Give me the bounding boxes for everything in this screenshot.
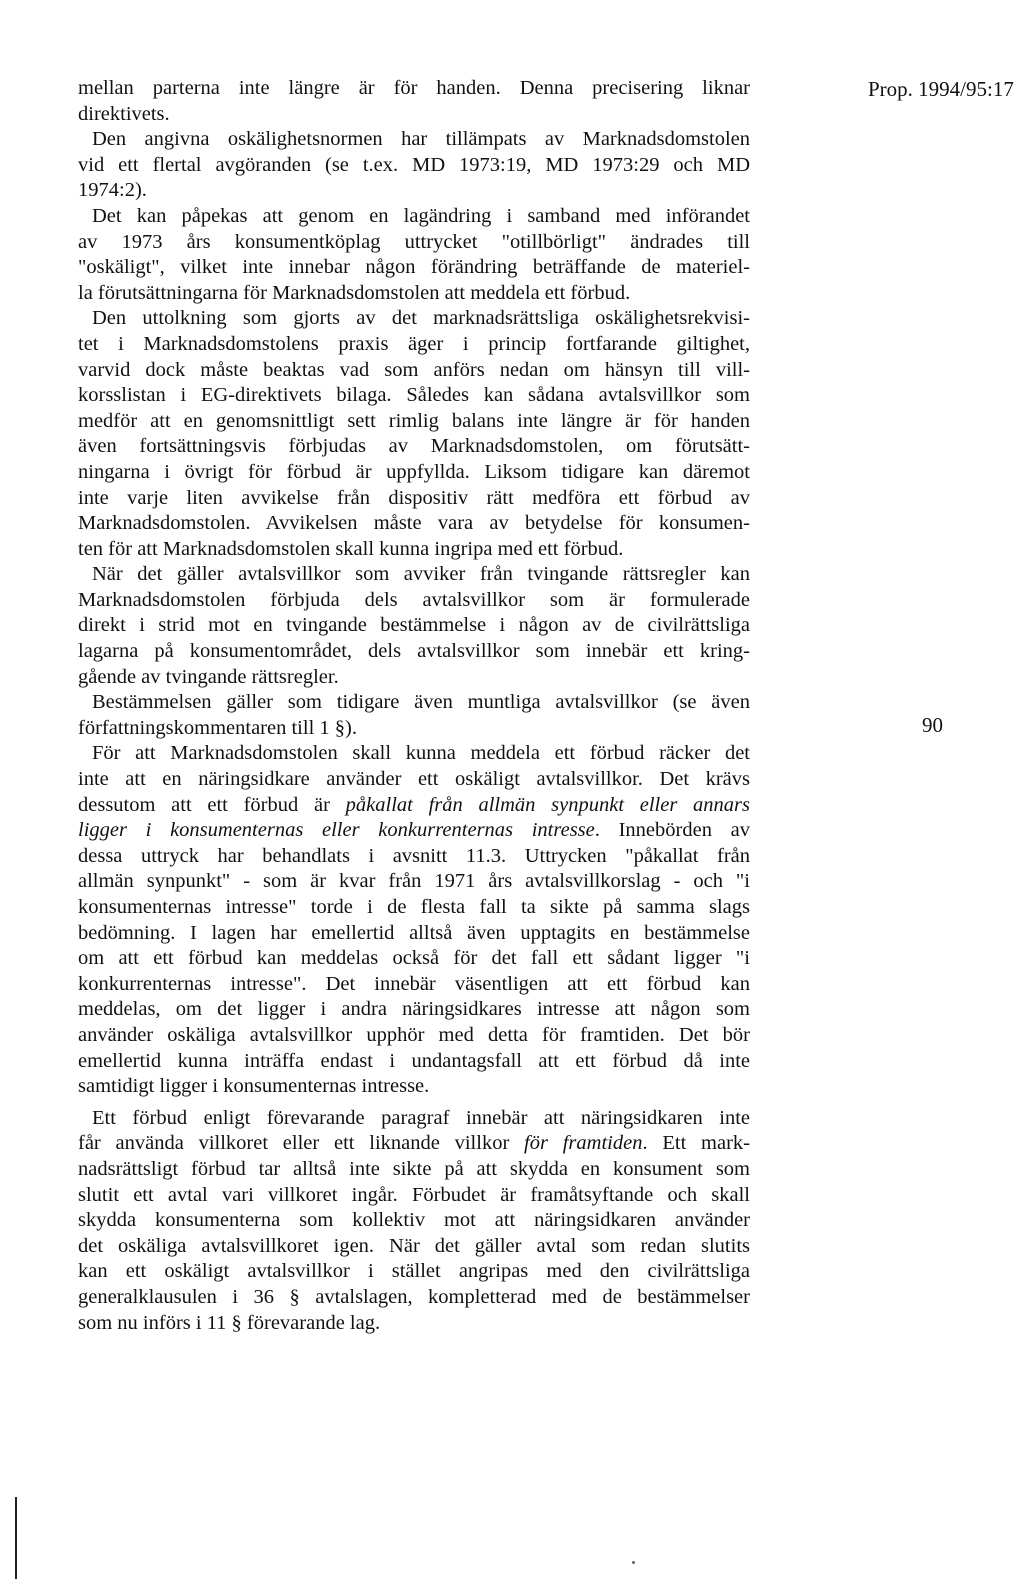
text-line: direktivets. bbox=[78, 102, 170, 125]
text-run: får använda villkoret eller ett liknande villkor bbox=[78, 1132, 525, 1155]
margin-rule bbox=[15, 1497, 17, 1579]
text-line: För att Marknadsdomstolen skall kunna meddela ett förbud räcker det bbox=[92, 742, 750, 765]
text-line: lagarna på konsumentområdet, dels avtalsvillkor som innebär ett kring- bbox=[78, 640, 750, 663]
text-line: använder oskäliga avtalsvillkor upphör med detta för framtiden. Det bör bbox=[78, 1023, 750, 1046]
text-line: som nu införs i 11 § förevarande lag. bbox=[78, 1311, 381, 1334]
text-line: om att ett förbud kan meddelas också för det fall ett sådant ligger "i bbox=[78, 947, 750, 970]
text-line: direkt i strid mot en tvingande bestämmelse i någon av de civilrättsliga bbox=[78, 614, 750, 637]
text-line: av 1973 års konsumentköplag uttrycket "otillbörligt" ändrades till bbox=[78, 230, 750, 253]
text-line bbox=[78, 1131, 750, 1157]
text-line: Marknadsdomstolen förbjuda dels avtalsvillkor som är formulerade bbox=[78, 588, 750, 611]
text-line: det oskäliga avtalsvillkoret igen. När det gäller avtal som redan slutits bbox=[78, 1234, 750, 1257]
text-line: Marknadsdomstolen. Avvikelsen måste vara av betydelse för konsumen- bbox=[78, 512, 750, 535]
text-line: tet i Marknadsdomstolens praxis äger i princip fortfarande giltighet, bbox=[78, 332, 750, 355]
emphasis-text: påkallat från allmän synpunkt eller annars bbox=[345, 793, 750, 816]
paragraph-3 bbox=[78, 204, 750, 306]
text-line bbox=[78, 818, 750, 844]
text-line: vid ett flertal avgöranden (se t.ex. MD 1973:19, MD 1973:29 och MD bbox=[78, 153, 750, 176]
text-line: Bestämmelsen gäller som tidigare även muntliga avtalsvillkor (se även bbox=[92, 691, 750, 714]
text-line: medför att en genomsnittligt sett rimlig balans inte längre är för handen bbox=[78, 409, 750, 432]
text-line: mellan parterna inte längre är för handen. Denna precisering liknar bbox=[78, 77, 750, 99]
text-line: inte att en näringsidkare använder ett oskäligt avtalsvillkor. Det krävs bbox=[78, 768, 750, 791]
text-line: ten för att Marknadsdomstolen skall kunna ingripa med ett förbud. bbox=[78, 537, 624, 560]
text-run: dessutom att ett förbud är bbox=[78, 793, 346, 816]
text-line: la förutsättningarna för Marknadsdomstolen att meddela ett förbud. bbox=[78, 281, 631, 304]
text-line: "oskäligt", vilket inte innebar någon förändring beträffande de materiel- bbox=[78, 256, 750, 279]
text-run: . Innebörden av bbox=[594, 819, 751, 842]
text-line: samtidigt ligger i konsumenternas intresse. bbox=[78, 1075, 430, 1098]
text-line: slutit ett avtal vari villkoret ingår. Förbudet är framåtsyftande och skall bbox=[78, 1183, 750, 1206]
body-text bbox=[78, 76, 750, 1336]
proposition-reference: Prop. 1994/95:17 bbox=[868, 77, 1014, 101]
scan-speck bbox=[632, 1561, 635, 1564]
paragraph-5 bbox=[78, 562, 750, 690]
paragraph-6 bbox=[78, 690, 750, 741]
text-line: nadsrättsligt förbud tar alltså inte sikte på att skydda en konsument som bbox=[78, 1157, 750, 1180]
text-line: bedömning. I lagen har emellertid alltså även upptagits en bestämmelse bbox=[78, 921, 750, 944]
text-line: författningskommentaren till 1 §). bbox=[78, 716, 357, 739]
emphasis-text: ligger i konsumenternas eller konkurrenternas intresse bbox=[78, 819, 595, 842]
text-line: skydda konsumenterna som kollektiv mot att näringsidkaren använder bbox=[78, 1209, 750, 1232]
text-line: Den uttolkning som gjorts av det marknadsrättsliga oskälighetsrekvisi- bbox=[92, 307, 750, 330]
text-line: konkurrenternas intresse". Det innebär väsentligen att ett förbud kan bbox=[78, 972, 750, 995]
text-run: . Ett mark- bbox=[642, 1132, 750, 1155]
paragraph-2 bbox=[78, 127, 750, 204]
text-line: konsumenternas intresse" torde i de flesta fall ta sikte på samma slags bbox=[78, 896, 750, 918]
paragraph-1 bbox=[78, 76, 750, 127]
text-line: allmän synpunkt" - som är kvar från 1971 års avtalsvillkorslag - och "i bbox=[78, 870, 750, 893]
text-line: Ett förbud enligt förevarande paragraf innebär att näringsidkaren inte bbox=[92, 1106, 750, 1129]
text-line: ningarna i övrigt för förbud är uppfyllda. Liksom tidigare kan däremot bbox=[78, 460, 750, 483]
paragraph-8 bbox=[78, 1106, 750, 1336]
paragraph-4 bbox=[78, 306, 750, 562]
text-line: varvid dock måste beaktas vad som anförs nedan om hänsyn till vill- bbox=[78, 358, 750, 381]
text-line: gående av tvingande rättsregler. bbox=[78, 665, 339, 688]
text-line: 1974:2). bbox=[78, 179, 147, 202]
text-line: När det gäller avtalsvillkor som avviker från tvingande rättsregler kan bbox=[92, 563, 750, 586]
text-line: Den angivna oskälighetsnormen har tillämpats av Marknadsdomstolen bbox=[92, 128, 750, 151]
text-line: emellertid kunna inträffa endast i undantagsfall att ett förbud då inte bbox=[78, 1049, 750, 1072]
text-line: meddelas, om det ligger i andra näringsidkares intresse att någon som bbox=[78, 998, 750, 1021]
text-line: kan ett oskäligt avtalsvillkor i stället angripas med den civilrättsliga bbox=[78, 1260, 750, 1283]
emphasis-text: för framtiden bbox=[524, 1132, 643, 1155]
text-line bbox=[78, 793, 750, 819]
text-line: inte varje liten avvikelse från dispositiv rätt medföra ett förbud av bbox=[78, 486, 750, 509]
text-line: även fortsättningsvis förbjudas av Marknadsdomstolen, om förutsätt- bbox=[78, 435, 750, 458]
page-number: 90 bbox=[922, 713, 943, 737]
text-line: Det kan påpekas att genom en lagändring i samband med införandet bbox=[92, 204, 750, 227]
text-line: generalklausulen i 36 § avtalslagen, kompletterad med de bestämmelser bbox=[78, 1285, 750, 1308]
paragraph-7 bbox=[78, 741, 750, 1099]
text-line: dessa uttryck har behandlats i avsnitt 11.3. Uttrycken "påkallat från bbox=[78, 844, 750, 867]
text-line: korsslistan i EG-direktivets bilaga. Således kan sådana avtalsvillkor som bbox=[78, 384, 750, 407]
